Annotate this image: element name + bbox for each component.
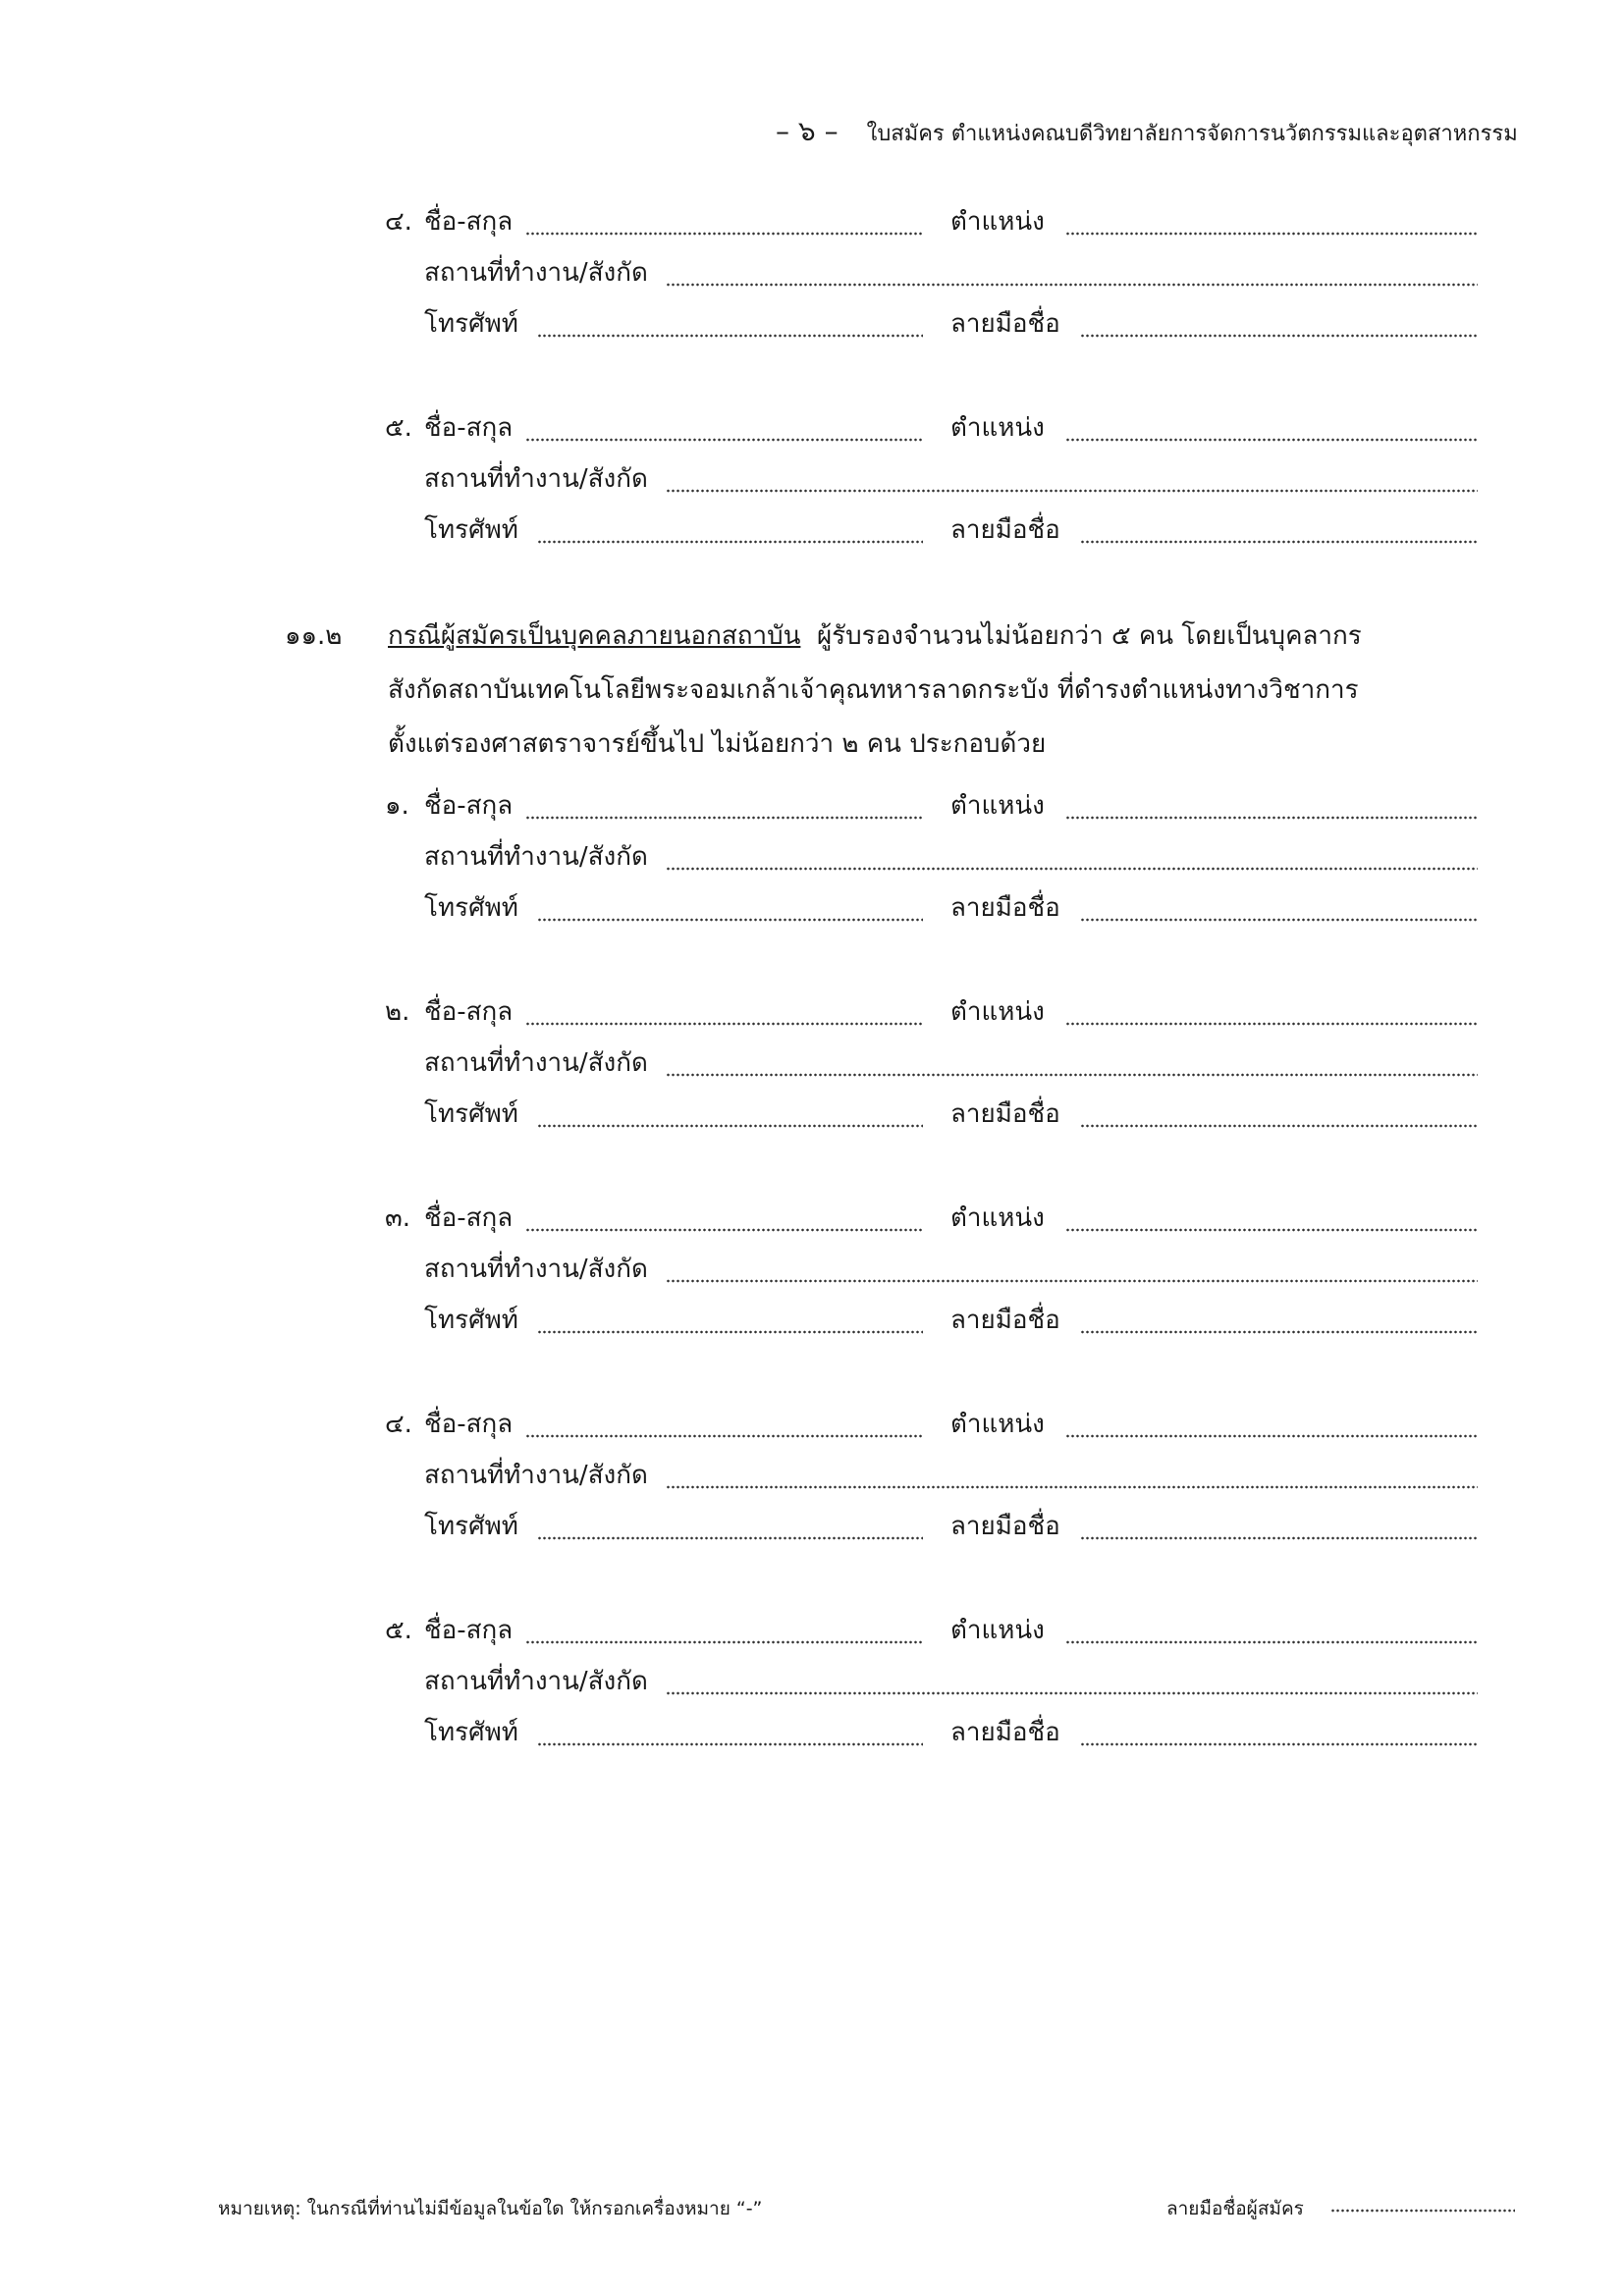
phone-label: โทรศัพท์ xyxy=(424,1718,518,1747)
phone-label: โทรศัพท์ xyxy=(424,893,518,923)
position-field[interactable] xyxy=(1065,816,1478,820)
signature-field[interactable] xyxy=(1080,918,1478,922)
position-label: ตำแหน่ง xyxy=(950,1410,1045,1439)
entry-number: ๓. xyxy=(385,1203,411,1233)
name-field[interactable] xyxy=(525,438,923,442)
applicant-signature-field[interactable] xyxy=(1330,2209,1515,2213)
name-field[interactable] xyxy=(525,232,923,236)
entry-number: ๕. xyxy=(385,1616,412,1645)
phone-signature-row xyxy=(0,1712,1624,1763)
position-field[interactable] xyxy=(1065,1640,1478,1644)
phone-signature-row xyxy=(0,887,1624,938)
name-position-row xyxy=(0,1610,1624,1661)
workplace-row xyxy=(0,1455,1624,1506)
signature-label: ลายมือชื่อ xyxy=(950,309,1060,339)
entry-number: ๔. xyxy=(385,1410,412,1439)
phone-field[interactable] xyxy=(537,1330,923,1334)
workplace-field[interactable] xyxy=(666,1691,1478,1695)
signature-label: ลายมือชื่อ xyxy=(950,515,1060,545)
signature-field[interactable] xyxy=(1080,540,1478,544)
section-line3: ตั้งแต่รองศาสตราจารย์ขึ้นไป ไม่น้อยกว่า ๒ คน ประกอบด้วย xyxy=(388,729,1047,759)
name-position-row xyxy=(0,407,1624,458)
workplace-field[interactable] xyxy=(666,1279,1478,1283)
phone-label: โทรศัพท์ xyxy=(424,309,518,339)
name-label: ชื่อ-สกุล xyxy=(424,791,514,821)
phone-field[interactable] xyxy=(537,1536,923,1540)
phone-label: โทรศัพท์ xyxy=(424,1099,518,1129)
workplace-label: สถานที่ทำงาน/สังกัด xyxy=(424,464,648,494)
name-field[interactable] xyxy=(525,1434,923,1438)
name-label: ชื่อ-สกุล xyxy=(424,1616,514,1645)
signature-field[interactable] xyxy=(1080,1536,1478,1540)
section-number: ๑๑.๒ xyxy=(285,621,343,651)
name-label: ชื่อ-สกุล xyxy=(424,207,514,237)
name-label: ชื่อ-สกุล xyxy=(424,1203,514,1233)
entry-number: ๔. xyxy=(385,207,412,237)
section-heading-underlined: กรณีผู้สมัครเป็นบุคคลภายนอกสถาบัน xyxy=(388,621,801,651)
name-position-row xyxy=(0,201,1624,252)
position-label: ตำแหน่ง xyxy=(950,413,1045,443)
position-label: ตำแหน่ง xyxy=(950,207,1045,237)
position-field[interactable] xyxy=(1065,1228,1478,1232)
workplace-field[interactable] xyxy=(666,1073,1478,1077)
signature-label: ลายมือชื่อ xyxy=(950,1512,1060,1541)
signature-field[interactable] xyxy=(1080,1124,1478,1128)
name-field[interactable] xyxy=(525,816,923,820)
signature-field[interactable] xyxy=(1080,1330,1478,1334)
phone-label: โทรศัพท์ xyxy=(424,515,518,545)
page-header xyxy=(776,110,1542,153)
position-field[interactable] xyxy=(1065,232,1478,236)
name-position-row xyxy=(0,785,1624,836)
phone-signature-row xyxy=(0,509,1624,561)
phone-signature-row xyxy=(0,1094,1624,1145)
signature-field[interactable] xyxy=(1080,334,1478,338)
workplace-label: สถานที่ทำงาน/สังกัด xyxy=(424,842,648,872)
phone-signature-row xyxy=(0,1300,1624,1351)
phone-field[interactable] xyxy=(537,540,923,544)
phone-signature-row xyxy=(0,1506,1624,1557)
position-field[interactable] xyxy=(1065,438,1478,442)
phone-field[interactable] xyxy=(537,1124,923,1128)
entry-number: ๒. xyxy=(385,997,410,1027)
position-field[interactable] xyxy=(1065,1022,1478,1026)
workplace-row xyxy=(0,458,1624,509)
workplace-field[interactable] xyxy=(666,489,1478,493)
footer-note: หมายเหตุ: ในกรณีที่ท่านไม่มีข้อมูลในข้อใด ให้กรอกเครื่องหมาย “-” xyxy=(218,2198,763,2219)
name-position-row xyxy=(0,1404,1624,1455)
name-label: ชื่อ-สกุล xyxy=(424,413,514,443)
phone-signature-row xyxy=(0,303,1624,354)
workplace-row xyxy=(0,1042,1624,1094)
position-label: ตำแหน่ง xyxy=(950,997,1045,1027)
position-label: ตำแหน่ง xyxy=(950,1616,1045,1645)
name-field[interactable] xyxy=(525,1022,923,1026)
phone-label: โทรศัพท์ xyxy=(424,1306,518,1335)
signature-label: ลายมือชื่อ xyxy=(950,893,1060,923)
workplace-label: สถานที่ทำงาน/สังกัด xyxy=(424,1048,648,1078)
signature-label: ลายมือชื่อ xyxy=(950,1306,1060,1335)
name-position-row xyxy=(0,1198,1624,1249)
workplace-label: สถานที่ทำงาน/สังกัด xyxy=(424,1255,648,1284)
workplace-row xyxy=(0,836,1624,887)
phone-field[interactable] xyxy=(537,1742,923,1746)
name-field[interactable] xyxy=(525,1228,923,1232)
position-label: ตำแหน่ง xyxy=(950,1203,1045,1233)
entry-number: ๑. xyxy=(385,791,409,821)
name-position-row xyxy=(0,991,1624,1042)
name-label: ชื่อ-สกุล xyxy=(424,1410,514,1439)
section-heading xyxy=(388,615,1362,656)
workplace-row xyxy=(0,1249,1624,1300)
name-field[interactable] xyxy=(525,1640,923,1644)
name-label: ชื่อ-สกุล xyxy=(424,997,514,1027)
signature-label: ลายมือชื่อ xyxy=(950,1718,1060,1747)
phone-label: โทรศัพท์ xyxy=(424,1512,518,1541)
section-line1-rest: ผู้รับรองจำนวนไม่น้อยกว่า ๕ คน โดยเป็นบุคลากร xyxy=(816,621,1362,651)
workplace-row xyxy=(0,1661,1624,1712)
entry-number: ๕. xyxy=(385,413,412,443)
signature-field[interactable] xyxy=(1080,1742,1478,1746)
workplace-field[interactable] xyxy=(666,1485,1478,1489)
page-number: – ๖ – xyxy=(776,115,839,147)
phone-field[interactable] xyxy=(537,918,923,922)
workplace-field[interactable] xyxy=(666,283,1478,287)
workplace-label: สถานที่ทำงาน/สังกัด xyxy=(424,258,648,288)
section-line2: สังกัดสถาบันเทคโนโลยีพระจอมเกล้าเจ้าคุณทหารลาดกระบัง ที่ดำรงตำแหน่งทางวิชาการ xyxy=(388,675,1359,705)
workplace-label: สถานที่ทำงาน/สังกัด xyxy=(424,1667,648,1696)
phone-field[interactable] xyxy=(537,334,923,338)
form-title: ใบสมัคร ตำแหน่งคณบดีวิทยาลัยการจัดการนวัตกรรมและอุตสาหกรรม xyxy=(866,122,1518,146)
signature-label: ลายมือชื่อ xyxy=(950,1099,1060,1129)
workplace-label: สถานที่ทำงาน/สังกัด xyxy=(424,1461,648,1490)
applicant-signature-label: ลายมือชื่อผู้สมัคร xyxy=(1166,2198,1304,2219)
workplace-field[interactable] xyxy=(666,867,1478,871)
workplace-row xyxy=(0,252,1624,303)
position-label: ตำแหน่ง xyxy=(950,791,1045,821)
position-field[interactable] xyxy=(1065,1434,1478,1438)
